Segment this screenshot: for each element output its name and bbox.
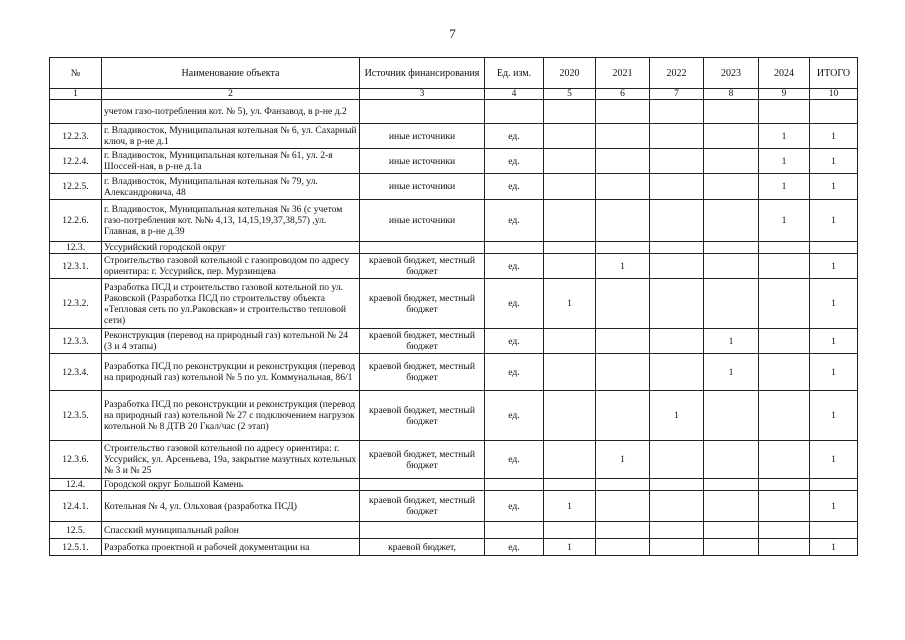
object-name: Котельная № 4, ул. Ольховая (разработка ПСД)	[102, 491, 360, 522]
funding-source: иные источники	[360, 124, 485, 149]
value-2024	[759, 354, 810, 391]
value-2021	[596, 539, 650, 556]
header-2022: 2022	[650, 58, 704, 89]
unit: ед.	[485, 279, 544, 329]
table-row	[50, 391, 858, 441]
header-2023: 2023	[704, 58, 759, 89]
value-2021	[596, 391, 650, 441]
value-2022	[650, 174, 704, 200]
column-index: 7	[650, 89, 704, 100]
value-2022	[650, 100, 704, 124]
value-total	[810, 242, 858, 254]
value-2023: 1	[704, 354, 759, 391]
value-2024	[759, 254, 810, 279]
value-2023	[704, 100, 759, 124]
value-2021	[596, 124, 650, 149]
object-name: г. Владивосток, Муниципальная котельная № 79, ул. Александровича, 48	[102, 174, 360, 200]
column-index: 8	[704, 89, 759, 100]
unit: ед.	[485, 124, 544, 149]
unit	[485, 100, 544, 124]
unit: ед.	[485, 441, 544, 479]
row-number: 12.3.1.	[50, 254, 102, 279]
funding-source	[360, 100, 485, 124]
object-name: Спасский муниципальный район	[102, 522, 360, 539]
funding-source: краевой бюджет, местный бюджет	[360, 391, 485, 441]
header-2020: 2020	[544, 58, 596, 89]
object-name: г. Владивосток, Муниципальная котельная № 6, ул. Сахарный ключ, в р-не д.1	[102, 124, 360, 149]
table-row	[50, 174, 858, 200]
value-2021: 1	[596, 254, 650, 279]
table-row	[50, 279, 858, 329]
value-2020	[544, 100, 596, 124]
row-number	[50, 100, 102, 124]
value-total: 1	[810, 124, 858, 149]
object-name: Реконструкция (перевод на природный газ) котельной № 24 (3 и 4 этапы)	[102, 329, 360, 354]
unit: ед.	[485, 149, 544, 174]
value-2023	[704, 479, 759, 491]
funding-source: краевой бюджет, местный бюджет	[360, 354, 485, 391]
row-number: 12.3.6.	[50, 441, 102, 479]
value-2022	[650, 354, 704, 391]
value-2023	[704, 441, 759, 479]
value-2024	[759, 100, 810, 124]
unit: ед.	[485, 174, 544, 200]
table-row	[50, 491, 858, 522]
object-name: Разработка ПСД по реконструкции и реконструкция (перевод на природный газ) котельной № 27 с подключением нагрузок котельной № 8 ДТВ 20 Гкал/час (2 этап)	[102, 391, 360, 441]
table-row	[50, 254, 858, 279]
row-number: 12.2.5.	[50, 174, 102, 200]
row-number: 12.3.2.	[50, 279, 102, 329]
value-2021	[596, 479, 650, 491]
row-number: 12.3.	[50, 242, 102, 254]
value-2021	[596, 174, 650, 200]
row-number: 12.3.3.	[50, 329, 102, 354]
column-index: 2	[102, 89, 360, 100]
value-2021	[596, 149, 650, 174]
value-2024	[759, 242, 810, 254]
object-name: Разработка ПСД по реконструкции и реконструкция (перевод на природный газ) котельной № 5 по ул. Коммунальная, 86/1	[102, 354, 360, 391]
value-2022	[650, 522, 704, 539]
value-2020	[544, 200, 596, 242]
value-2023	[704, 149, 759, 174]
row-number: 12.3.5.	[50, 391, 102, 441]
header-total: ИТОГО	[810, 58, 858, 89]
row-number: 12.5.	[50, 522, 102, 539]
value-2024: 1	[759, 149, 810, 174]
object-name: учетом газо-потребления кот. № 5), ул. Фанзавод, в р-не д.2	[102, 100, 360, 124]
funding-source: краевой бюджет, местный бюджет	[360, 279, 485, 329]
value-2023	[704, 491, 759, 522]
value-2024: 1	[759, 200, 810, 242]
table-row	[50, 242, 858, 254]
value-2022	[650, 539, 704, 556]
value-total	[810, 522, 858, 539]
object-name: Строительство газовой котельной с газопроводом по адресу ориентира: г. Уссурийск, пер. Мурзинцева	[102, 254, 360, 279]
funding-source: краевой бюджет, местный бюджет	[360, 491, 485, 522]
header-row	[50, 58, 858, 89]
value-2022	[650, 479, 704, 491]
column-index: 6	[596, 89, 650, 100]
header-name: Наименование объекта	[102, 58, 360, 89]
value-2020	[544, 441, 596, 479]
object-name: Уссурийский городской округ	[102, 242, 360, 254]
value-total: 1	[810, 441, 858, 479]
value-2021	[596, 354, 650, 391]
value-2020	[544, 329, 596, 354]
unit: ед.	[485, 354, 544, 391]
value-2022: 1	[650, 391, 704, 441]
unit: ед.	[485, 391, 544, 441]
value-2020	[544, 254, 596, 279]
value-2020: 1	[544, 539, 596, 556]
value-2023	[704, 522, 759, 539]
value-2024	[759, 441, 810, 479]
value-2022	[650, 149, 704, 174]
value-total	[810, 100, 858, 124]
column-index: 10	[810, 89, 858, 100]
column-index: 3	[360, 89, 485, 100]
value-2024	[759, 522, 810, 539]
table-row	[50, 100, 858, 124]
value-total: 1	[810, 539, 858, 556]
table-row	[50, 479, 858, 491]
value-2022	[650, 491, 704, 522]
table-row	[50, 354, 858, 391]
table-row	[50, 200, 858, 242]
funding-source: иные источники	[360, 200, 485, 242]
page-number: 7	[449, 26, 456, 41]
value-total	[810, 479, 858, 491]
value-2023	[704, 124, 759, 149]
value-total: 1	[810, 329, 858, 354]
value-2023	[704, 254, 759, 279]
value-2020	[544, 479, 596, 491]
funding-source: краевой бюджет, местный бюджет	[360, 441, 485, 479]
value-total: 1	[810, 391, 858, 441]
object-name: Разработка ПСД и строительство газовой котельной по ул. Раковской (Разработка ПСД по строительству объекта «Тепловая сеть по ул.Раковская» и строительство тепловой сети)	[102, 279, 360, 329]
unit: ед.	[485, 200, 544, 242]
value-2024	[759, 491, 810, 522]
column-index: 4	[485, 89, 544, 100]
funding-source	[360, 479, 485, 491]
value-total: 1	[810, 149, 858, 174]
row-number: 12.5.1.	[50, 539, 102, 556]
value-2024: 1	[759, 174, 810, 200]
table-row	[50, 539, 858, 556]
value-2024	[759, 391, 810, 441]
value-2024: 1	[759, 124, 810, 149]
table-row	[50, 149, 858, 174]
unit: ед.	[485, 254, 544, 279]
funding-source: иные источники	[360, 174, 485, 200]
object-name: г. Владивосток, Муниципальная котельная № 61, ул. 2-я Шоссей-ная, в р-не д.1а	[102, 149, 360, 174]
value-2023	[704, 242, 759, 254]
column-index: 9	[759, 89, 810, 100]
value-total: 1	[810, 254, 858, 279]
value-2023: 1	[704, 329, 759, 354]
value-2024	[759, 329, 810, 354]
value-total: 1	[810, 491, 858, 522]
funding-source	[360, 242, 485, 254]
row-number: 12.2.4.	[50, 149, 102, 174]
value-2021: 1	[596, 441, 650, 479]
value-2021	[596, 279, 650, 329]
value-2020	[544, 149, 596, 174]
column-index: 1	[50, 89, 102, 100]
unit: ед.	[485, 491, 544, 522]
value-2023	[704, 279, 759, 329]
value-2021	[596, 329, 650, 354]
value-total: 1	[810, 279, 858, 329]
object-name: Городской округ Большой Камень	[102, 479, 360, 491]
value-2023	[704, 539, 759, 556]
funding-source: иные источники	[360, 149, 485, 174]
header-unit: Ед. изм.	[485, 58, 544, 89]
unit: ед.	[485, 539, 544, 556]
value-2020: 1	[544, 279, 596, 329]
unit	[485, 242, 544, 254]
funding-source: краевой бюджет, местный бюджет	[360, 329, 485, 354]
unit	[485, 522, 544, 539]
value-2022	[650, 242, 704, 254]
value-2024	[759, 539, 810, 556]
value-2021	[596, 242, 650, 254]
funding-source	[360, 522, 485, 539]
unit	[485, 479, 544, 491]
value-2022	[650, 441, 704, 479]
value-total: 1	[810, 200, 858, 242]
object-name: Строительство газовой котельной по адресу ориентира: г. Уссурийск, ул. Арсеньева, 19а, закрытие мазутных котельных № 3 и № 25	[102, 441, 360, 479]
row-number: 12.4.1.	[50, 491, 102, 522]
value-2021	[596, 522, 650, 539]
program-table	[49, 57, 858, 556]
value-2021	[596, 200, 650, 242]
row-number: 12.3.4.	[50, 354, 102, 391]
value-2023	[704, 174, 759, 200]
value-2023	[704, 391, 759, 441]
value-2020	[544, 354, 596, 391]
header-no: №	[50, 58, 102, 89]
value-2022	[650, 329, 704, 354]
table-row	[50, 329, 858, 354]
value-2020	[544, 522, 596, 539]
value-total: 1	[810, 174, 858, 200]
row-number: 12.2.3.	[50, 124, 102, 149]
table-row	[50, 441, 858, 479]
object-name: г. Владивосток, Муниципальная котельная № 36 (с учетом газо-потребления кот. №№ 4,13, 14,15,19,37,38,57) ,ул. Главная, в р-не д.39	[102, 200, 360, 242]
value-2022	[650, 279, 704, 329]
object-name: Разработка проектной и рабочей документации на	[102, 539, 360, 556]
header-2021: 2021	[596, 58, 650, 89]
value-2020	[544, 174, 596, 200]
value-2022	[650, 124, 704, 149]
value-2024	[759, 279, 810, 329]
value-2023	[704, 200, 759, 242]
value-2024	[759, 479, 810, 491]
column-index: 5	[544, 89, 596, 100]
unit: ед.	[485, 329, 544, 354]
value-2020	[544, 391, 596, 441]
value-total: 1	[810, 354, 858, 391]
row-number: 12.4.	[50, 479, 102, 491]
funding-source: краевой бюджет,	[360, 539, 485, 556]
value-2021	[596, 491, 650, 522]
table-body	[50, 100, 858, 556]
value-2020	[544, 242, 596, 254]
value-2021	[596, 100, 650, 124]
value-2020	[544, 124, 596, 149]
column-index-row	[50, 89, 858, 100]
row-number: 12.2.6.	[50, 200, 102, 242]
funding-source: краевой бюджет, местный бюджет	[360, 254, 485, 279]
value-2022	[650, 254, 704, 279]
value-2020: 1	[544, 491, 596, 522]
header-source: Источник финансирования	[360, 58, 485, 89]
header-2024: 2024	[759, 58, 810, 89]
table-row	[50, 522, 858, 539]
table-row	[50, 124, 858, 149]
value-2022	[650, 200, 704, 242]
